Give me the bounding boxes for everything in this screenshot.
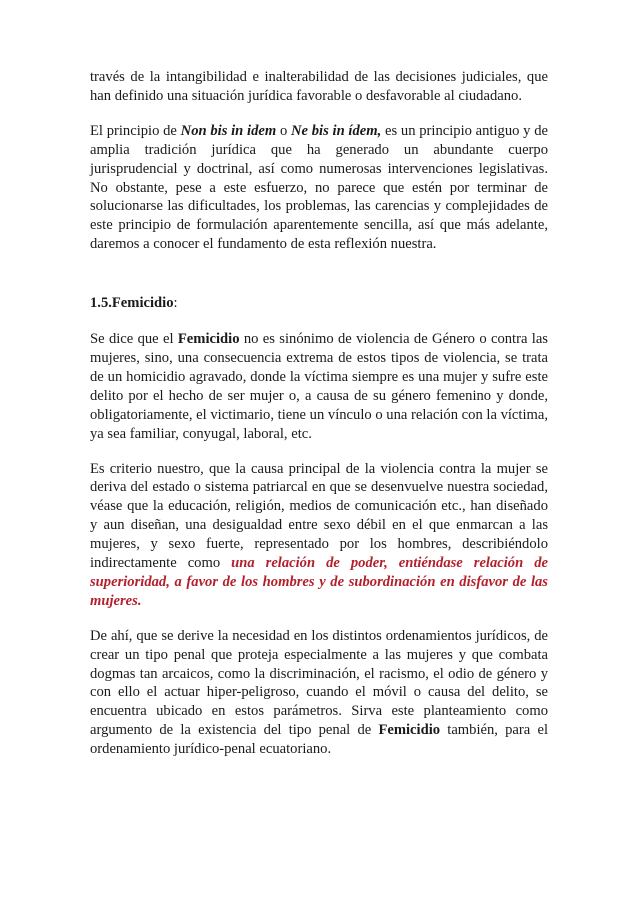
- paragraph-decisiones-judiciales: [90, 68, 548, 106]
- term-non-bis-in-idem: Non bis in idem: [180, 122, 277, 139]
- paragraph-text: no es sinónimo de violencia de Género o contra las mujeres, sino, una consecuencia extrema de estos tipos de violencia, se trata de un homicidio agravado, donde la víctima siempre es una mujer y sufre este delito por el hecho de ser mujer o, a causa de su género femenino y donde, obligatoriamente, el victimario, tiene un vínculo o una relación con la víctima, ya sea familiar, conyugal, laboral, etc.: [90, 331, 548, 442]
- section-title: Femicidio: [111, 295, 174, 312]
- paragraph-causa-violencia: [90, 460, 548, 611]
- paragraph-definicion-femicidio: [90, 330, 548, 443]
- document-page: [90, 68, 548, 759]
- paragraph-text: también, para el ordenamiento jurídico-penal ecuatoriano.: [90, 722, 548, 758]
- highlighted-statement: una relación de poder, entiéndase relación de superioridad, a favor de los hombres y de subordinación en disfavor de las mujeres.: [90, 555, 548, 609]
- paragraph-non-bis-in-idem: [90, 122, 548, 254]
- section-number: 1.5.: [90, 295, 112, 312]
- paragraph-text: El principio de: [90, 122, 181, 139]
- paragraph-text: Es criterio nuestro, que la causa principal de la violencia contra la mujer se deriva del estado o sistema patriarcal en que se desenvuelve nuestra sociedad, véase que la educación, religión, medios de comunicación etc., han diseñado y aun diseñan, una desigualdad entre sexo débil en el que enmarcan a las mujeres, y sexo fuerte, representado por los hombres, describiéndolo indirectamente como: [90, 460, 548, 572]
- paragraph-tipo-penal: [90, 627, 548, 759]
- section-heading: [90, 294, 548, 313]
- term-femicidio: Femicidio: [177, 331, 240, 348]
- term-femicidio: Femicidio: [378, 722, 441, 739]
- paragraph-text: De ahí, que se derive la necesidad en los distintos ordenamientos jurídicos, de crear un tipo penal que proteja especialmente a las mujeres y que combata dogmas tan arcaicos, como la discriminación, el racismo, el odio de género y con ello el actuar hiper-peligroso, cuando el móvil o causa del delito, se encuentra ubicado en estos parámetros. Sirva este planteamiento como argumento de la existencia del tipo penal de: [90, 627, 548, 739]
- paragraph-text: es un principio antiguo y de amplia tradición jurídica que ha generado un abundante cuerpo jurisprudencial y doctrinal, así como numerosas intervenciones legislativas. No obstante, pese a este esfuerzo, no parece que estén por terminar de solucionarse las dificultades, los problemas, las carencias y complejidades de este principio de formulación aparentemente sencilla, así que más adelante, daremos a conocer el fundamento de esta reflexión nuestra.: [90, 122, 548, 253]
- paragraph-text: Se dice que el: [90, 331, 178, 348]
- section-suffix: :: [173, 295, 178, 312]
- term-ne-bis-in-idem: Ne bis in ídem,: [291, 122, 382, 139]
- paragraph-text: través de la intangibilidad e inalterabilidad de las decisiones judiciales, que han definido una situación jurídica favorable o desfavorable al ciudadano.: [90, 69, 548, 104]
- paragraph-text: o: [276, 122, 291, 139]
